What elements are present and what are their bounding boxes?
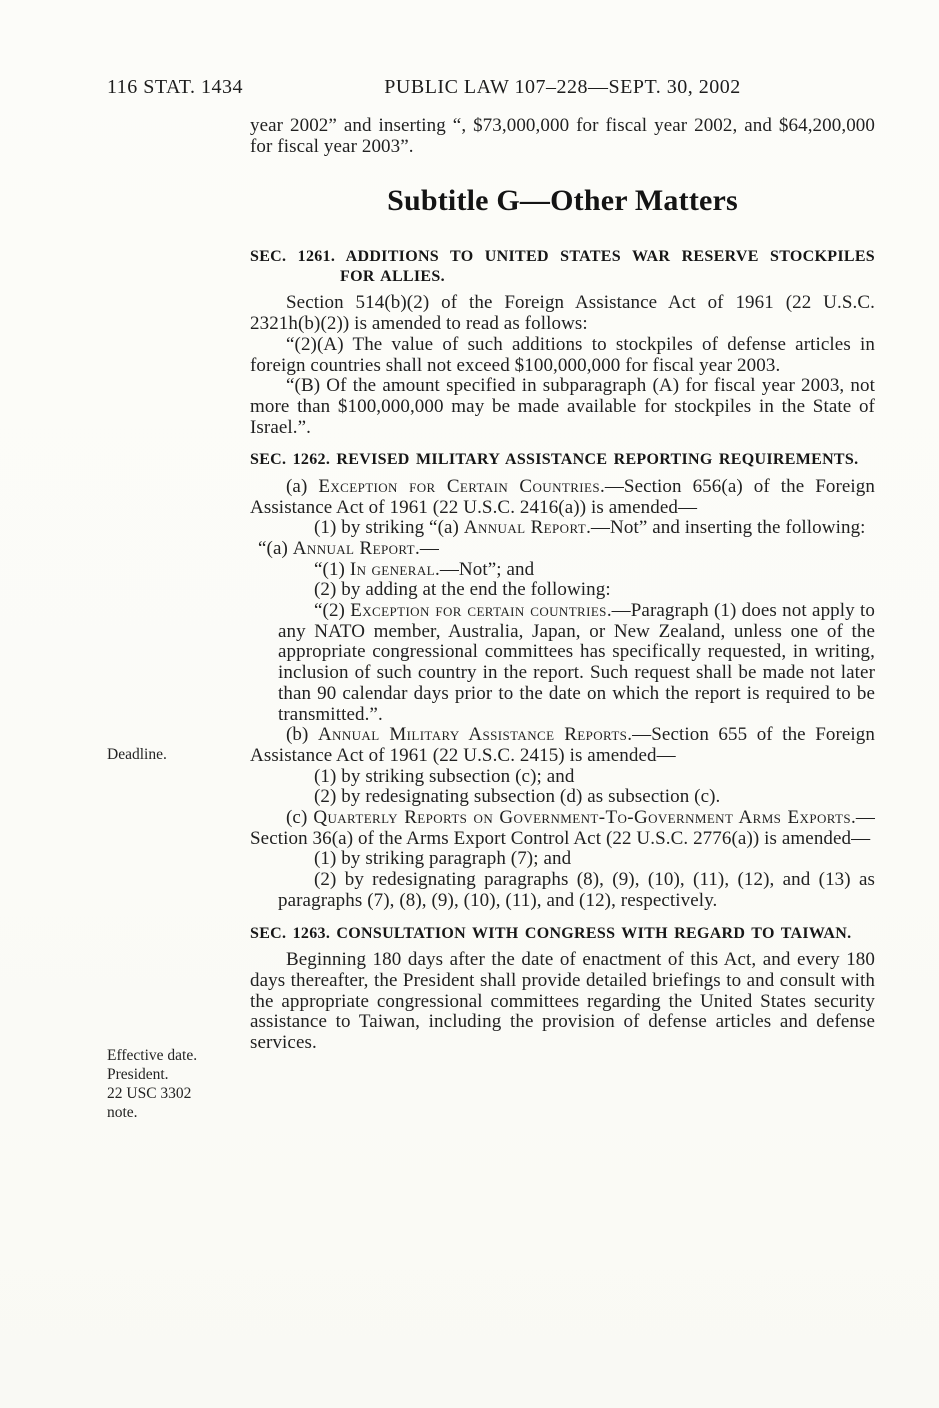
small-caps-run: Exception for Certain Countries: [318, 475, 600, 497]
text-run: (c): [286, 807, 314, 829]
body-column: [250, 116, 875, 1054]
small-caps-run: Annual Report: [463, 517, 587, 539]
text-run: .—: [415, 537, 439, 559]
paragraph: [278, 870, 875, 911]
section-heading: [250, 247, 875, 286]
small-caps-run: In general: [349, 558, 435, 580]
text-run: Beginning 180 days after the date of enactment of this Act, and every 180 days thereafter, the President shall provide detailed briefings to and consult with the appropriate congressional committees regarding the United States security assistance to Taiwan, including the provision of defense articles and defense services.: [250, 949, 875, 1053]
small-caps-run: Annual Report: [292, 537, 416, 559]
text-run: “(B) Of the amount specified in subparagraph (A) for fiscal year 2003, not more than $100,000,000 may be made available for stockpiles in the State of Israel.”.: [250, 375, 875, 438]
text-run: .—Section 655 of the Foreign Assistance Act of 1961 (22 U.S.C. 2415) is amended—: [250, 724, 875, 766]
text-run: (2) by redesignating subsection (d) as subsection (c).: [314, 786, 721, 808]
margin-note: [107, 1046, 245, 1122]
text-run: “(2)(A) The value of such additions to stockpiles of defense articles in foreign countries shall not exceed $100,000,000 for fiscal year 2003.: [250, 333, 875, 376]
text-run: .—Section 36(a) of the Arms Export Control Act (22 U.S.C. 2776(a)) is amended—: [250, 807, 875, 849]
stat-page-number: 116 STAT. 1434: [107, 76, 243, 98]
paragraph: [250, 808, 875, 849]
paragraph: [278, 580, 875, 601]
text-run: .—Not”; and: [434, 558, 535, 580]
margin-note-line: 22 USC 3302: [107, 1085, 192, 1102]
text-run: Subtitle G—Other Matters: [387, 184, 738, 218]
subtitle-heading: [250, 184, 875, 218]
paragraph: [278, 518, 875, 539]
text-run: (1) by striking paragraph (7); and: [314, 848, 572, 870]
small-caps-run: Quarterly Reports on Government-To-Government Arms Exports: [313, 807, 852, 829]
text-run: “(a): [258, 537, 293, 559]
text-run: (b): [286, 724, 318, 746]
paragraph: [278, 767, 875, 788]
section-heading: [250, 924, 875, 944]
paragraph: [278, 601, 875, 725]
text-run: (1) by striking subsection (c); and: [314, 765, 575, 787]
text-run: (a): [286, 475, 319, 497]
section-heading: [250, 450, 875, 470]
margin-note-line: Effective date.: [107, 1047, 198, 1064]
margin-note-line: note.: [107, 1104, 138, 1121]
text-run: Section 514(b)(2) of the Foreign Assistance Act of 1961 (22 U.S.C. 2321h(b)(2)) is amended to read as follows:: [250, 292, 875, 335]
text-run: SEC. 1261. ADDITIONS TO UNITED STATES WAR RESERVE STOCKPILES FOR ALLIES.: [250, 248, 875, 285]
margin-note: [107, 745, 245, 764]
text-run: (1) by striking “(a): [314, 517, 464, 539]
text-run: year 2002” and inserting “, $73,000,000 for fiscal year 2002, and $64,200,000 for fiscal year 2003”.: [250, 115, 875, 157]
text-run: (2) by adding at the end the following:: [314, 579, 611, 601]
paragraph: [278, 787, 875, 808]
running-head: PUBLIC LAW 107–228—SEPT. 30, 2002: [384, 76, 741, 98]
small-caps-run: Exception for certain countries: [350, 600, 607, 622]
paragraph: [250, 725, 875, 766]
text-run: .—Paragraph (1) does not apply to any NATO member, Australia, Japan, or New Zealand, unless one of the appropriate congressional committees has specifically requested, in writing, inclusion of such country in the report. Such request shall be made not later than 90 calendar days prior to the date on which the report is required to be transmitted.”.: [278, 600, 875, 725]
text-run: (2) by redesignating paragraphs (8), (9), (10), (11), (12), and (13) as paragraphs (7), (8), (9), (10), (11), and (12), respectively.: [278, 869, 875, 911]
small-caps-run: Annual Military Assistance Reports: [317, 724, 628, 746]
text-run: .—Not” and inserting the following:: [586, 517, 866, 539]
margin-note-line: President.: [107, 1066, 169, 1083]
text-run: “(2): [314, 600, 351, 622]
text-run: SEC. 1262. REVISED MILITARY ASSISTANCE REPORTING REQUIREMENTS.: [250, 451, 859, 469]
text-run: “(1): [314, 558, 350, 580]
paragraph: [250, 539, 875, 560]
margin-note-line: Deadline.: [107, 746, 167, 763]
paragraph: [250, 116, 875, 157]
paragraph: [278, 849, 875, 870]
text-run: SEC. 1263. CONSULTATION WITH CONGRESS WITH REGARD TO TAIWAN.: [250, 924, 852, 942]
text-run: .—Section 656(a) of the Foreign Assistance Act of 1961 (22 U.S.C. 2416(a)) is amended—: [250, 475, 876, 518]
paragraph: [250, 293, 875, 334]
paragraph: [250, 477, 875, 518]
paragraph: [250, 335, 875, 376]
paragraph: [278, 560, 875, 581]
paragraph: [250, 950, 875, 1054]
paragraph: [250, 376, 875, 438]
